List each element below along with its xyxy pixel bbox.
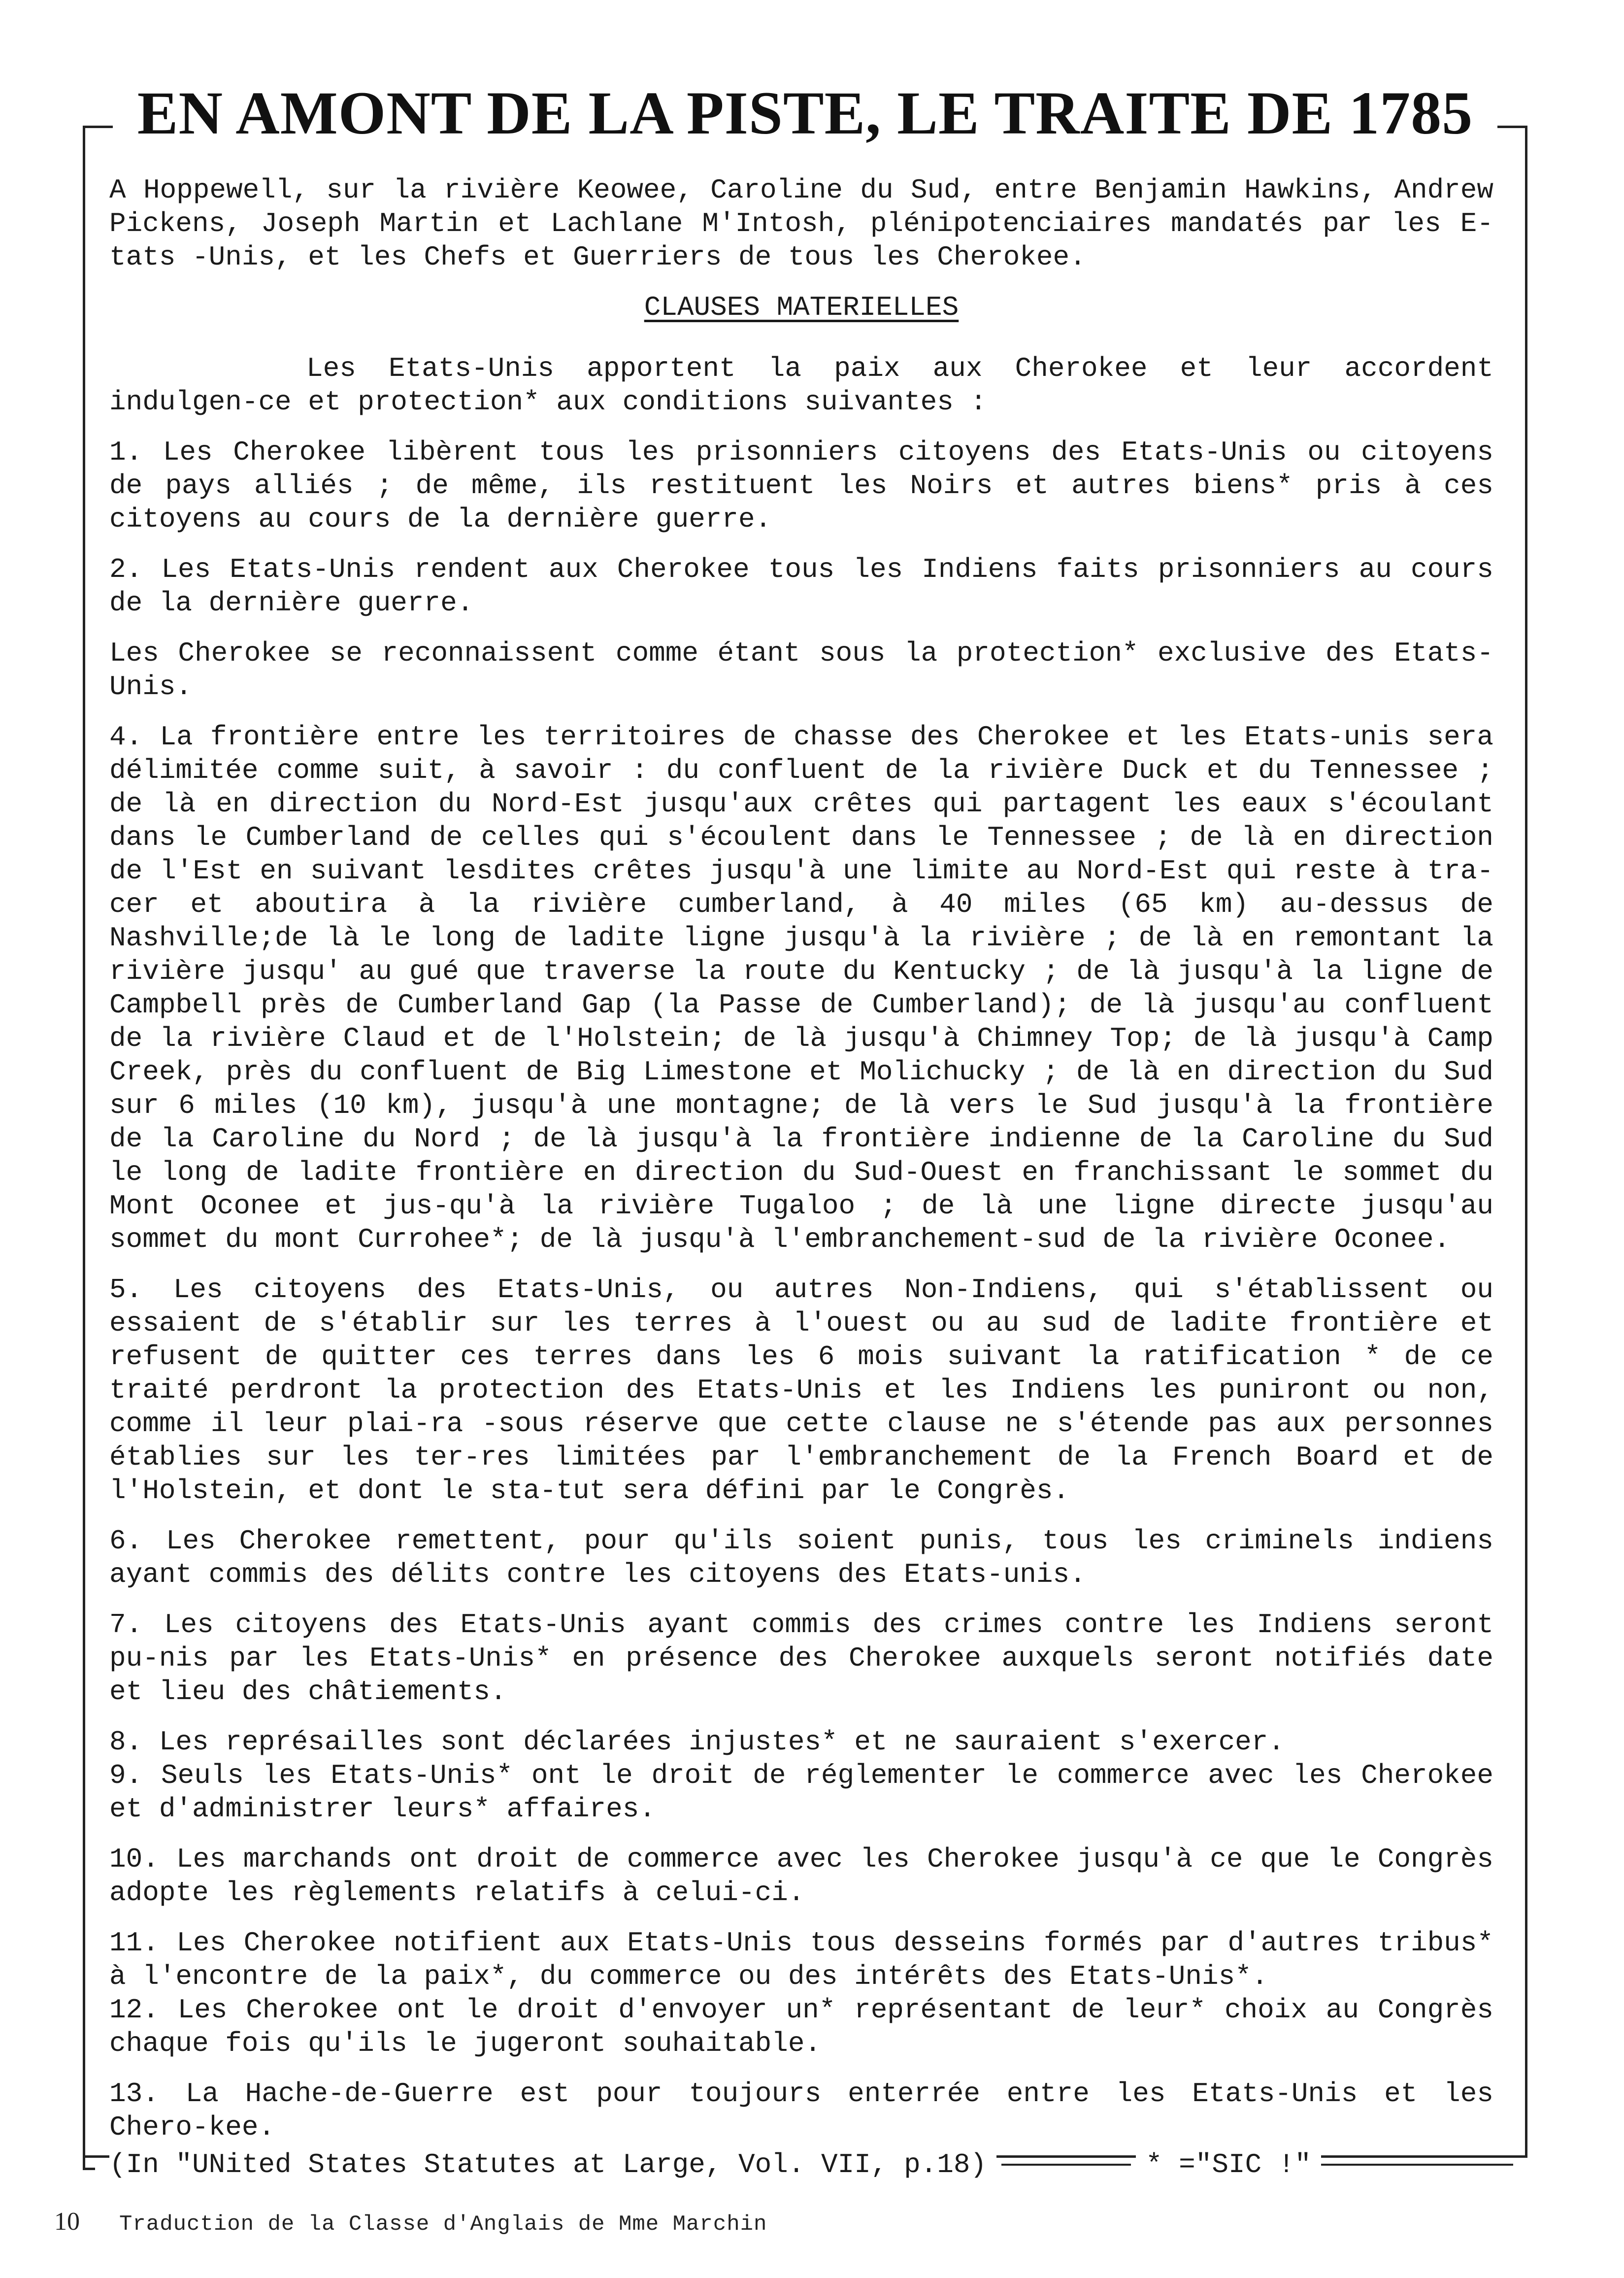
clause-8: 8. Les représailles sont déclarées injustes* et ne sauraient s'exercer. (109, 1726, 1285, 1758)
clause-9: 9. Seuls les Etats-Unis* ont le droit de réglementer le commerce avec les Cherokee et d'administrer leurs* affaires. (109, 1760, 1493, 1825)
clause-10: 10. Les marchands ont droit de commerce avec les Cherokee jusqu'à ce que le Congrès adopte les règlements relatifs à celui-ci. (109, 1843, 1493, 1909)
clause-13: 13. La Hache-de-Guerre est pour toujours enterrée entre les Etats-Unis et les Chero-kee. (109, 2078, 1493, 2143)
page-title: EN AMONT DE LA PISTE, LE TRAITE DE 1785 (113, 78, 1497, 148)
source-citation (109, 2148, 1513, 2181)
clause-6: 6. Les Cherokee remettent, pour qu'ils soient punis, tous les criminels indiens ayant commis des délits contre les citoyens des Etats-unis. (109, 1525, 1493, 1590)
treaty-body (109, 173, 1493, 2161)
clause-12: 12. Les Cherokee ont le droit d'envoyer un* représentant de leur* choix au Congrès chaque fois qu'ils le jugeront souhaitable. (109, 1994, 1493, 2059)
section-heading: CLAUSES MATERIELLES (644, 292, 959, 323)
title-bar (83, 74, 1527, 153)
clause-7: 7. Les citoyens des Etats-Unis ayant commis des crimes contre les Indiens seront pu-nis par les Etats-Unis* en présence des Cherokee auxquels seront notifiés date et lieu des châtiements. (109, 1609, 1493, 1708)
clause-2: 2. Les Etats-Unis rendent aux Cherokee tous les Indiens faits prisonniers au cours de la dernière guerre. (109, 554, 1493, 619)
sic-note: * ="SIC !" (1136, 2149, 1321, 2180)
page-number: 10 (54, 2208, 80, 2236)
clause-11: 11. Les Cherokee notifient aux Etats-Unis tous desseins formés par d'autres tribus* à l'encontre de la paix*, du commerce ou des intérêts des Etats-Unis*. (109, 1927, 1493, 1992)
divider-rule-end (1321, 2164, 1513, 2166)
frame-corner-bracket (83, 2153, 95, 2170)
translation-credit: Traduction de la Classe d'Anglais de Mme Marchin (119, 2212, 767, 2237)
intro-paragraph: A Hoppewell, sur la rivière Keowee, Caroline du Sud, entre Benjamin Hawkins, Andrew Pickens, Joseph Martin et Lachlane M'Intosh, plénipotenciaires mandatés par les E-tats -Unis, et les Chefs et Guerriers de tous les Cherokee. (109, 174, 1493, 273)
preamble-paragraph: Les Etats-Unis apportent la paix aux Cherokee et leur accordent indulgen-ce et protection* aux conditions suivantes : (109, 353, 1493, 418)
clause-5: 5. Les citoyens des Etats-Unis, ou autres Non-Indiens, qui s'établissent ou essaient de s'établir sur les terres à l'ouest ou au sud de ladite frontière et refusent de quitter ces terres dans les 6 mois suivant la ratification * de ce traité perdront la protection des Etats-Unis et les Indiens les puniront ou non, comme il leur plai-ra -sous réserve que cette clause ne s'étende pas aux personnes établies sur les ter-res limitées par l'embranchement de la French Board et de l'Holstein, et dont le sta-tut sera défini par le Congrès. (109, 1274, 1493, 1507)
source-text: (In "UNited States Statutes at Large, Vol. VII, p.18) (109, 2149, 996, 2180)
clause-3: Les Cherokee se reconnaissent comme étant sous la protection* exclusive des Etats-Unis. (109, 637, 1493, 703)
clause-1: 1. Les Cherokee libèrent tous les prisonniers citoyens des Etats-Unis ou citoyens de pays alliés ; de même, ils restituent les Noirs et autres biens* pris à ces citoyens au cours de la dernière guerre. (109, 436, 1493, 535)
divider-rule (1001, 2164, 1131, 2166)
clause-4: 4. La frontière entre les territoires de chasse des Cherokee et les Etats-unis sera délimitée comme suit, à savoir : du confluent de la rivière Duck et du Tennessee ; de là en direction du Nord-Est jusqu'aux crêtes qui partagent les eaux s'écoulant dans le Cumberland de celles qui s'écoulent dans le Tennessee ; de là en direction de l'Est en suivant lesdites crêtes jusqu'à une limite au Nord-Est qui reste à tra-cer et aboutira à la rivière cumberland, à 40 miles (65 km) au-dessus de Nashville;de là le long de ladite ligne jusqu'à la rivière ; de là en remontant la rivière jusqu' au gué que traverse la route du Kentucky ; de là jusqu'à la ligne de Campbell près de Cumberland Gap (la Passe de Cumberland); de là jusqu'au confluent de la rivière Claud et de l'Holstein; de là jusqu'à Chimney Top; de là jusqu'à Camp Creek, près du confluent de Big Limestone et Molichucky ; de là en direction du Sud sur 6 miles (10 km), jusqu'à une montagne; de là vers le Sud jusqu'à la frontière de la Caroline du Nord ; de là jusqu'à la frontière indienne de la Caroline du Sud le long de ladite frontière en direction du Sud-Ouest en franchissant le sommet du Mont Oconee et jus-qu'à la rivière Tugaloo ; de là une ligne directe jusqu'au sommet du mont Currohee*; de là jusqu'à l'embranchement-sud de la rivière Oconee. (109, 721, 1493, 1255)
page-footer (54, 2207, 767, 2237)
